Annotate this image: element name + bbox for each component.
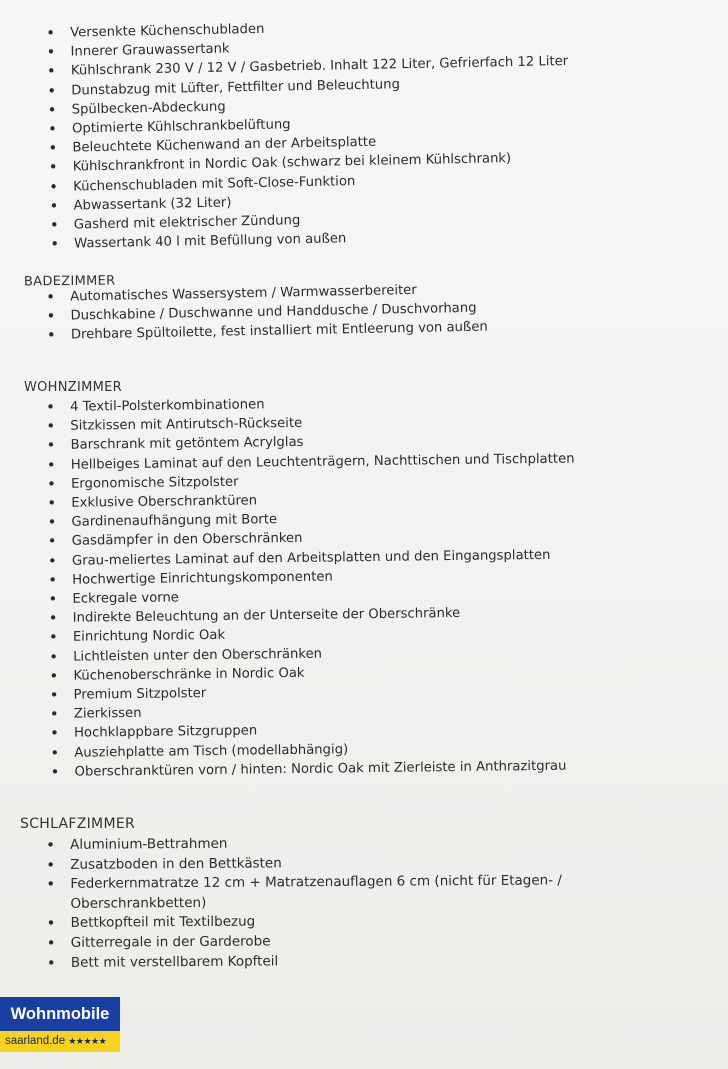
list-item: • Dunstabzug mit Lüfter, Fettfilter und Beleuchtung <box>47 72 569 101</box>
kitchen-list <box>46 14 572 254</box>
list-item: • Bett mit verstellbarem Kopfteil <box>47 949 631 973</box>
section-heading-bathroom: BADEZIMMER <box>23 273 116 290</box>
list-item: • Grau-meliertes Laminat auf den Arbeitsplatten und den Eingangsplatten <box>48 545 576 571</box>
list-item: • Duschkabine / Duschwanne und Handdusche / Duschvorhang <box>46 299 487 327</box>
section-heading-bedroom: SCHLAFZIMMER <box>20 816 135 832</box>
logo-title: Wohnmobile <box>0 997 120 1031</box>
list-item: • Gardinenaufhängung mit Borte <box>47 507 575 533</box>
bathroom-list <box>46 280 488 346</box>
list-item: • Hochwertige Einrichtungskomponenten <box>48 564 576 590</box>
list-item: • Automatisches Wassersystem / Warmwasserbereiter <box>46 280 487 308</box>
bedroom-list <box>46 832 631 973</box>
section-heading-livingroom: WOHNZIMMER <box>24 380 123 395</box>
list-item: • Federkernmatratze 12 cm + Matratzenauflagen 6 cm (nicht für Etagen- / Oberschrankbetten) <box>46 871 630 914</box>
list-item: • 4 Textil-Polsterkombinationen <box>46 392 574 418</box>
list-item: • Barschrank mit getöntem Acrylglas <box>46 430 574 456</box>
list-item: • Abwassertank (32 Liter) <box>49 187 571 216</box>
list-item: • Kühlschrankfront in Nordic Oak (schwarz bei kleinem Kühlschrank) <box>49 148 571 177</box>
list-item: • Küchenoberschränke in Nordic Oak <box>49 660 577 686</box>
list-item: • Küchenschubladen mit Soft-Close-Funktion <box>49 168 571 197</box>
list-item: • Innerer Grauwassertank <box>46 33 568 62</box>
list-item: • Premium Sitzpolster <box>50 680 578 706</box>
list-item: • Hochklappbare Sitzgruppen <box>50 718 578 744</box>
list-item: • Gasdämpfer in den Oberschränken <box>48 526 576 552</box>
rating-stars-icon: ★★★★★ <box>68 1036 107 1046</box>
list-item: • Lichtleisten unter den Oberschränken <box>49 641 577 667</box>
list-item: • Sitzkissen mit Antirutsch-Rückseite <box>46 411 574 437</box>
list-item: • Wassertank 40 l mit Befüllung von außen <box>50 225 572 254</box>
list-item: • Beleuchtete Küchenwand an der Arbeitsplatte <box>48 129 570 158</box>
list-item: • Versenkte Küchenschubladen <box>46 14 568 43</box>
list-item: • Spülbecken-Abdeckung <box>47 91 569 120</box>
list-item: • Drehbare Spültoilette, fest installiert mit Entleerung von außen <box>47 318 488 346</box>
livingroom-list <box>46 392 578 782</box>
list-item: • Eckregale vorne <box>48 584 576 610</box>
list-item: • Ergonomische Sitzpolster <box>47 468 575 494</box>
logo-domain: saarland.de <box>5 1035 66 1047</box>
list-item: • Hellbeiges Laminat auf den Leuchtenträgern, Nachttischen und Tischplatten <box>47 449 575 475</box>
list-item: • Optimierte Kühlschrankbelüftung <box>48 110 570 139</box>
watermark-logo <box>0 997 120 1052</box>
list-item: • Kühlschrank 230 V / 12 V / Gasbetrieb. Inhalt 122 Liter, Gefrierfach 12 Liter <box>47 52 569 81</box>
list-item: • Aluminium-Bettrahmen <box>46 832 630 856</box>
list-item: • Exklusive Oberschranktüren <box>47 488 575 514</box>
list-item: • Gasherd mit elektrischer Zündung <box>50 206 572 235</box>
list-item: • Einrichtung Nordic Oak <box>49 622 577 648</box>
list-item: • Zusatzboden in den Bettkästen <box>46 852 630 876</box>
logo-domain-bar <box>0 1031 120 1052</box>
list-item: • Ausziehplatte am Tisch (modellabhängig) <box>50 737 578 763</box>
list-item: • Zierkissen <box>50 699 578 725</box>
list-item: • Indirekte Beleuchtung an der Unterseite der Oberschränke <box>49 603 577 629</box>
list-item: • Bettkopfteil mit Textilbezug <box>47 910 631 934</box>
list-item: • Gitterregale in der Garderobe <box>47 930 631 954</box>
list-item: • Oberschranktüren vorn / hinten: Nordic Oak mit Zierleiste in Anthrazitgrau <box>50 756 578 782</box>
